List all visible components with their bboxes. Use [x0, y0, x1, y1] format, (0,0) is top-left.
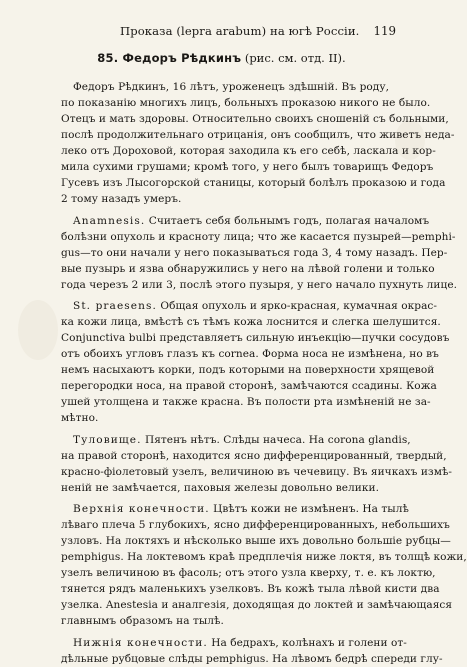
text-line: ушей утолщена и также красна. Въ полости рта измѣненій не за- [61, 396, 431, 409]
text-line: на правой сторонѣ, находится ясно дифференцированный, твердый, [61, 449, 447, 462]
text-line: Anamnesis. Считаетъ себя больнымъ годъ, полагая началомъ [73, 214, 430, 227]
section-number-name: 85. Федоръ Рѣдкинъ [97, 51, 242, 65]
text-line: тянется рядъ маленькихъ узелковъ. Въ кожѣ тыла лѣвой кисти два [61, 583, 440, 596]
text-line: перегородки носа, на правой сторонѣ, замѣчаются ссадины. Кожа [61, 380, 437, 393]
text-line: Туловище. Пятенъ нѣтъ. Слѣды начеса. На corona glandis, [73, 433, 411, 446]
running-title: Проказа (lepra arabum) на югѣ Россіи. [120, 24, 360, 38]
text-line: узловъ. На локтяхъ и нѣсколько выше ихъ довольно большіе рубцы— [61, 535, 451, 548]
text-line: болѣзни опухоль и красноту лица; что же касается пузырей—pemphi- [61, 230, 456, 243]
text-line: главнымъ образомъ на тылѣ. [61, 615, 224, 628]
text-line: ка кожи лица, вмѣстѣ съ тѣмъ кожа лоснится и слегка шелушится. [61, 316, 441, 329]
text-line: Гусевъ изъ Лысогорской станицы, который болѣлъ проказою и года [61, 177, 446, 189]
text-line: Федоръ Рѣдкинъ, 16 лѣтъ, уроженецъ здѣшній. Въ роду, [73, 81, 389, 93]
section-heading [0, 51, 443, 65]
text-line: Нижнія конечности. На бедрахъ, колѣнахъ и голени от- [73, 637, 407, 649]
text-line: Conjunctiva bulbi представляетъ сильную инъекцію—пучки сосудовъ [61, 332, 450, 345]
text-line: года черезъ 2 или 3, послѣ этого пузыря, у него начало пухнуть лице. [61, 278, 458, 291]
text-line: St. praesens. Общая опухоль и ярко-красная, кумачная окрас- [73, 300, 437, 313]
text-line: мила сухими грушами; кромѣ того, у него былъ товарищъ Федоръ [61, 161, 434, 173]
paper-stain [18, 300, 58, 360]
text-line: красно-фіолетовый узелъ, величиною въ чечевицу. Въ яичкахъ измѣ- [61, 465, 452, 478]
text-line: послѣ продолжительнаго отрицанія, онъ сообщилъ, что живетъ неда- [61, 129, 455, 141]
text-line: узелъ величиною въ фасоль; отъ этого узла кверху, т. е. къ локтю, [61, 567, 436, 580]
section-reference: (рис. см. отд. II). [244, 51, 346, 65]
text-line: мѣтно. [61, 412, 99, 425]
text-line: по показанію многихъ лицъ, больныхъ проказою никого не было. [61, 97, 431, 109]
text-line: леко отъ Дороховой, которая заходила къ его себѣ, ласкала и кор- [61, 145, 436, 157]
text-line: pemphigus. На локтевомъ краѣ предплечія ниже локтя, въ толщѣ кожи, [61, 551, 467, 564]
text-line: Верхнія конечности. Цвѣтъ кожи не измѣненъ. На тылѣ [73, 503, 409, 516]
running-head [0, 24, 443, 40]
text-line: неній не замѣчается, паховыя железы довольно велики. [61, 481, 380, 494]
text-line: Отецъ и мать здоровы. Относительно своихъ сношеній съ больными, [61, 113, 449, 125]
text-line: 2 тому назадъ умеръ. [61, 193, 182, 205]
text-line: узелка. Anestesia и аналгезія, доходящая до локтей и замѣчающаяся [61, 599, 453, 612]
page-number: 119 [373, 24, 396, 38]
text-line: немъ насыхаютъ корки, подъ которыми на поверхности хрящевой [61, 364, 435, 377]
text-line: отъ обоихъ угловъ глазъ къ corneа. Форма носа не измѣнена, но въ [61, 348, 439, 361]
text-line: gus—то они начали у него показываться года 3, 4 тому назадъ. Пер- [61, 246, 448, 259]
text-line: лѣваго плеча 5 глубокихъ, ясно дифференцированныхъ, небольшихъ [61, 519, 450, 532]
text-line: вые пузырь и язва обнаружились у него на лѣвой голени и только [61, 262, 435, 275]
text-line: дѣльные рубцовые слѣды pemphigus. На лѣвомъ бедрѣ спереди глу- [61, 653, 443, 665]
